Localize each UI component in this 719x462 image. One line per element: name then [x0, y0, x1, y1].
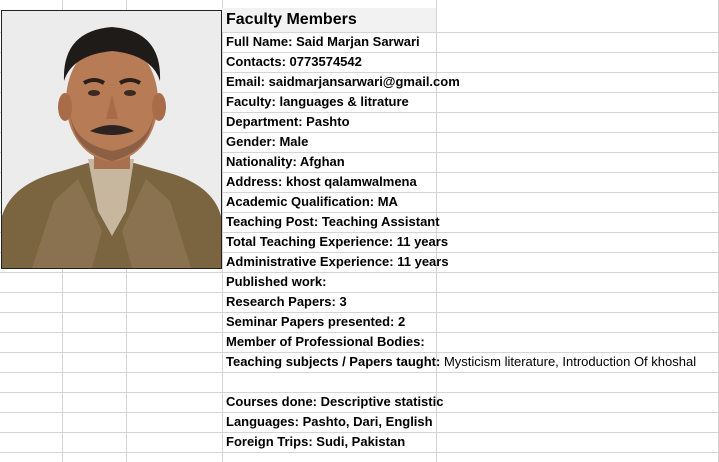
detail-row-teaching-post[interactable] — [226, 212, 719, 232]
cell-label: Faculty: languages & litrature — [226, 94, 409, 109]
cell-label: Research Papers: 3 — [226, 294, 347, 309]
person-portrait-image — [2, 11, 221, 268]
row-gridline — [0, 452, 719, 453]
detail-row-email[interactable] — [226, 72, 719, 92]
detail-row-research-papers[interactable] — [226, 292, 719, 312]
cell-label: Address: khost qalamwalmena — [226, 174, 417, 189]
cell-label: Total Teaching Experience: 11 years — [226, 234, 449, 249]
detail-row-administrative-experience[interactable] — [226, 252, 719, 272]
profile-photo[interactable] — [1, 10, 222, 269]
cell-label: Published work: — [226, 274, 327, 289]
cell-label: Nationality: Afghan — [226, 154, 345, 169]
cell-label: Courses done: Descriptive statistic — [226, 394, 444, 409]
detail-row-address[interactable] — [226, 172, 719, 192]
cell-label: Gender: Male — [226, 134, 309, 149]
cell-label: Languages: Pashto, Dari, English — [226, 414, 433, 429]
cell-label: Email: saidmarjansarwari@gmail.com — [226, 74, 460, 89]
detail-row-gender[interactable] — [226, 132, 719, 152]
detail-row-contacts[interactable] — [226, 52, 719, 72]
cell-label: Contacts: 0773574542 — [226, 54, 362, 69]
detail-row-seminar-papers[interactable] — [226, 312, 719, 332]
cell-label: Foreign Trips: Sudi, Pakistan — [226, 434, 406, 449]
detail-row-courses[interactable] — [226, 392, 719, 412]
detail-row-nationality[interactable] — [226, 152, 719, 172]
cell-label: Academic Qualification: MA — [226, 194, 398, 209]
detail-row-empty[interactable] — [226, 372, 719, 392]
detail-row-published-work[interactable] — [226, 272, 719, 292]
cell-label: Member of Professional Bodies: — [226, 334, 425, 349]
cell-label: Teaching Post: Teaching Assistant — [226, 214, 440, 229]
detail-row-department[interactable] — [226, 112, 719, 132]
detail-row-teaching-subjects[interactable] — [226, 352, 719, 372]
cell-label: Teaching subjects / Papers taught: — [226, 354, 441, 369]
section-title: Faculty Members — [226, 11, 357, 28]
detail-row-full-name[interactable] — [226, 32, 719, 52]
cell-label: Full Name: Said Marjan Sarwari — [226, 34, 420, 49]
detail-row-teaching-experience[interactable] — [226, 232, 719, 252]
cell-value: Mysticism literature, Introduction Of khoshal — [443, 354, 697, 369]
detail-row-foreign-trips[interactable] — [226, 432, 719, 452]
detail-row-languages[interactable] — [226, 412, 719, 432]
cell-label: Department: Pashto — [226, 114, 350, 129]
detail-row-qualification[interactable] — [226, 192, 719, 212]
cell-label: Seminar Papers presented: 2 — [226, 314, 406, 329]
detail-row-professional-bodies[interactable] — [226, 332, 719, 352]
cell-label: Administrative Experience: 11 years — [226, 254, 449, 269]
faculty-details — [226, 8, 719, 452]
detail-row-faculty[interactable] — [226, 92, 719, 112]
